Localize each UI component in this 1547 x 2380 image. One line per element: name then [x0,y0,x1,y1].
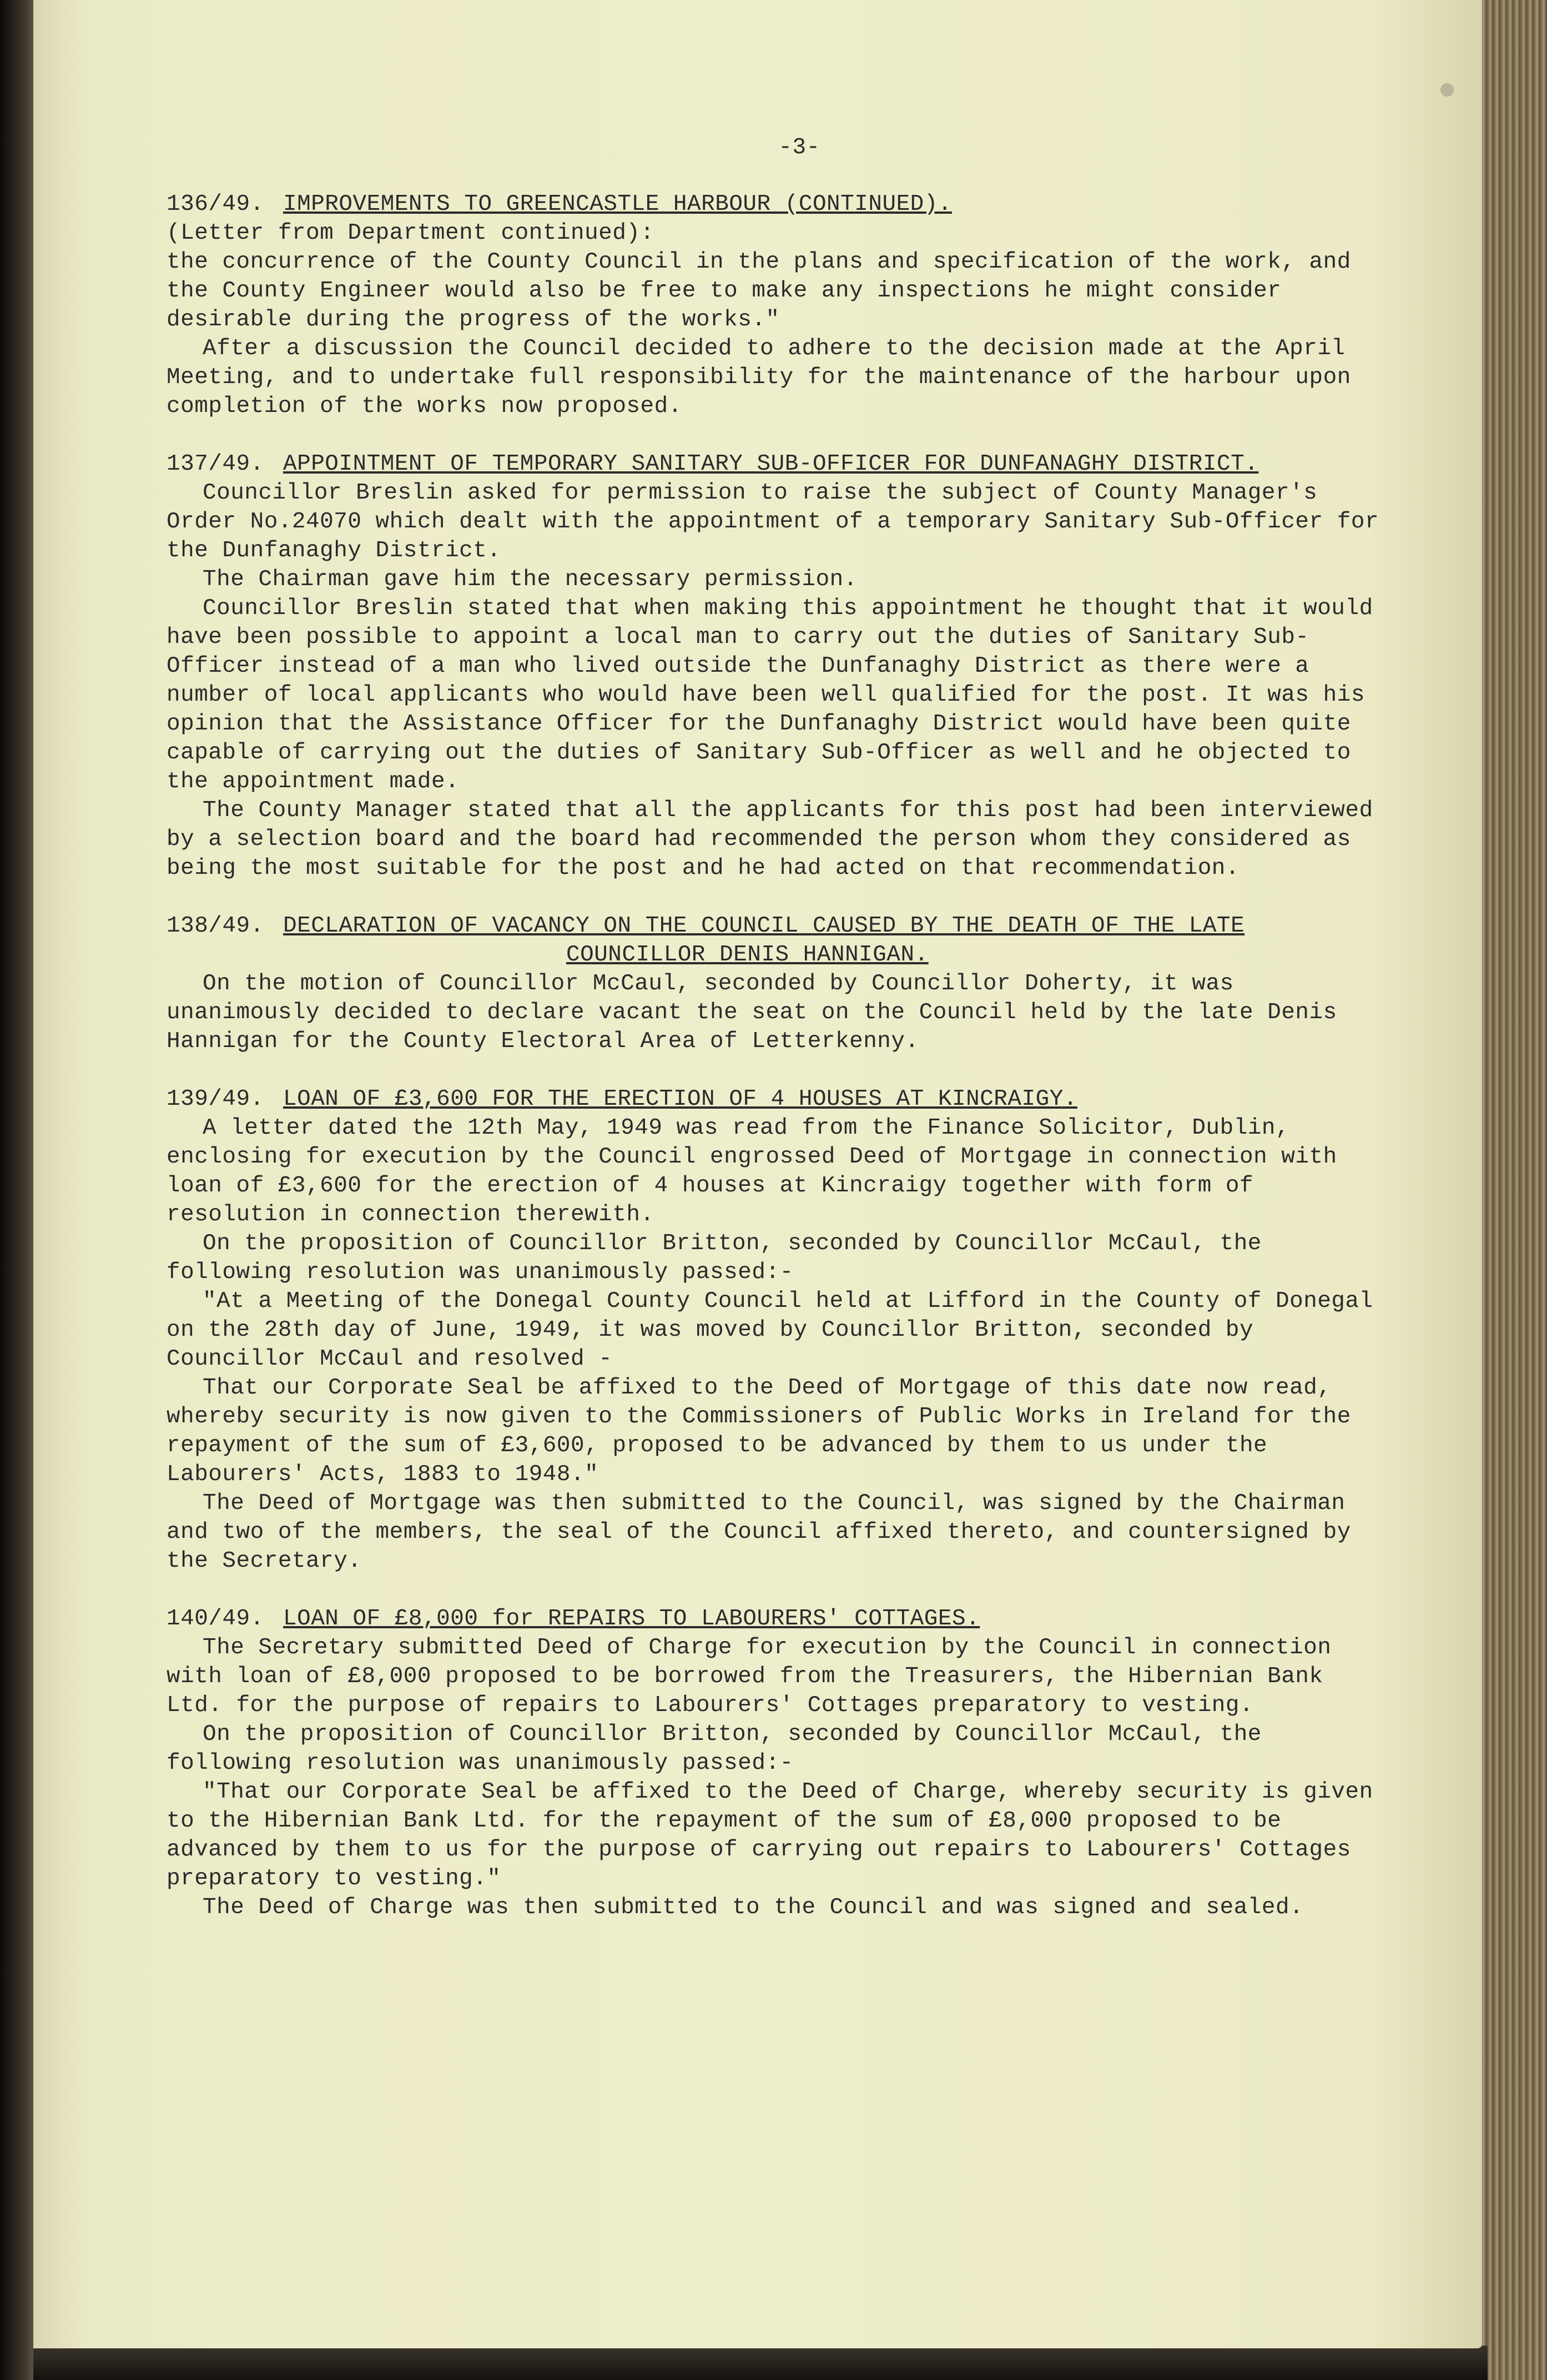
paragraph: Councillor Breslin stated that when making this appointment he thought that it would have been possible to appoint a local man to carry out the duties of Sanitary Sub-Officer instead of a man who lived outside the Dunfanaghy District as there were a number of local applicants who would have been well qualified for the post. It was his opinion that the Assistance Officer for the Dunfanaghy District would have been quite capable of carrying out the duties of Sanitary Sub-Officer as well and he objected to the appointment made. [167,596,1373,794]
paragraph: "That our Corporate Seal be affixed to the Deed of Charge, whereby security is given to the Hibernian Bank Ltd. for the repayment of the sum of £8,000 proposed to be advanced by them to us for the purpose of carrying out repairs to Labourers' Cottages preparatory to vesting." [167,1779,1373,1891]
section-140 [167,1604,1388,1922]
book-page-edges-right [1479,0,1547,2380]
section-137 [167,450,1388,883]
paragraph: Councillor Breslin asked for permission to raise the subject of County Manager's Order No.24070 which dealt with the appointment of a temporary Sanitary Sub-Officer for the Dunfanaghy District. [167,480,1379,563]
punch-hole [1440,83,1454,97]
section-title: LOAN OF £8,000 for REPAIRS TO LABOURERS' COTTAGES. [283,1606,980,1632]
section-heading [167,190,1388,219]
paragraph: The Deed of Charge was then submitted to the Council and was signed and sealed. [203,1895,1304,1920]
section-title: DECLARATION OF VACANCY ON THE COUNCIL CAUSED BY THE DEATH OF THE LATE [283,913,1245,939]
section-heading [167,1085,1388,1114]
paragraph: On the motion of Councillor McCaul, seconded by Councillor Doherty, it was unanimously decided to declare vacant the seat on the Council held by the late Denis Hannigan for the County Electoral Area of Letterkenny. [167,971,1337,1054]
section-title: APPOINTMENT OF TEMPORARY SANITARY SUB-OFFICER FOR DUNFANAGHY DISTRICT. [283,451,1259,477]
section-136 [167,190,1388,421]
paragraph: The County Manager stated that all the applicants for this post had been interviewed by a selection board and the board had recommended the person whom they considered as being the most suitable for the post and he had acted on that recommendation. [167,798,1373,881]
paragraph: The Secretary submitted Deed of Charge for execution by the Council in connection with loan of £8,000 proposed to be borrowed from the Treasurers, the Hibernian Bank Ltd. for the purpose of repairs to Labourers' Cottages preparatory to vesting. [167,1635,1332,1718]
section-title-continued: COUNCILLOR DENIS HANNIGAN. [566,942,929,968]
page-number: -3- [778,135,820,160]
section-139 [167,1085,1388,1576]
section-number: 139/49. [167,1086,264,1112]
section-title: LOAN OF £3,600 FOR THE ERECTION OF 4 HOUSES AT KINCRAIGY. [283,1086,1077,1112]
section-heading [167,1604,1388,1633]
section-number: 140/49. [167,1606,264,1632]
section-heading [167,912,1388,940]
section-title: IMPROVEMENTS TO GREENCASTLE HARBOUR (CONTINUED). [283,192,952,217]
paragraph: the concurrence of the County Council in the plans and specification of the work, and the County Engineer would also be free to make any inspections he might consider desirable during the progress of the works." [167,249,1351,333]
section-number: 138/49. [167,913,264,939]
paragraph: (Letter from Department continued): [167,220,654,246]
paragraph: A letter dated the 12th May, 1949 was read from the Finance Solicitor, Dublin, enclosing for execution by the Council engrossed Deed of Mortgage in connection with loan of £3,600 for the erection of 4 houses at Kincraigy together with form of resolution in connection therewith. [167,1115,1337,1227]
section-number: 136/49. [167,192,264,217]
paragraph: The Chairman gave him the necessary permission. [203,567,858,592]
minutes-text [167,133,1388,1951]
paragraph: On the proposition of Councillor Britton, seconded by Councillor McCaul, the following resolution was unanimously passed:- [167,1722,1262,1776]
paragraph: On the proposition of Councillor Britton, seconded by Councillor McCaul, the following resolution was unanimously passed:- [167,1231,1262,1285]
paragraph: The Deed of Mortgage was then submitted to the Council, was signed by the Chairman and two of the members, the seal of the Council affixed thereto, and countersigned by the Secretary. [167,1491,1351,1574]
paragraph: That our Corporate Seal be affixed to the Deed of Mortgage of this date now read, whereby security is now given to the Commissioners of Public Works in Ireland for the repayment of the sum of £3,600, proposed to be advanced by them to us under the Labourers' Acts, 1883 to 1948." [167,1375,1351,1487]
book-edge-bottom [33,2346,1488,2380]
section-number: 137/49. [167,451,264,477]
paragraph: "At a Meeting of the Donegal County Council held at Lifford in the County of Donegal on the 28th day of June, 1949, it was moved by Councillor Britton, seconded by Councillor McCaul and resolved - [167,1289,1373,1372]
section-heading [167,450,1388,479]
section-138 [167,912,1388,1056]
paragraph: After a discussion the Council decided to adhere to the decision made at the April Meeting, and to undertake full responsibility for the maintenance of the harbour upon completion of the works now proposed. [167,336,1351,419]
